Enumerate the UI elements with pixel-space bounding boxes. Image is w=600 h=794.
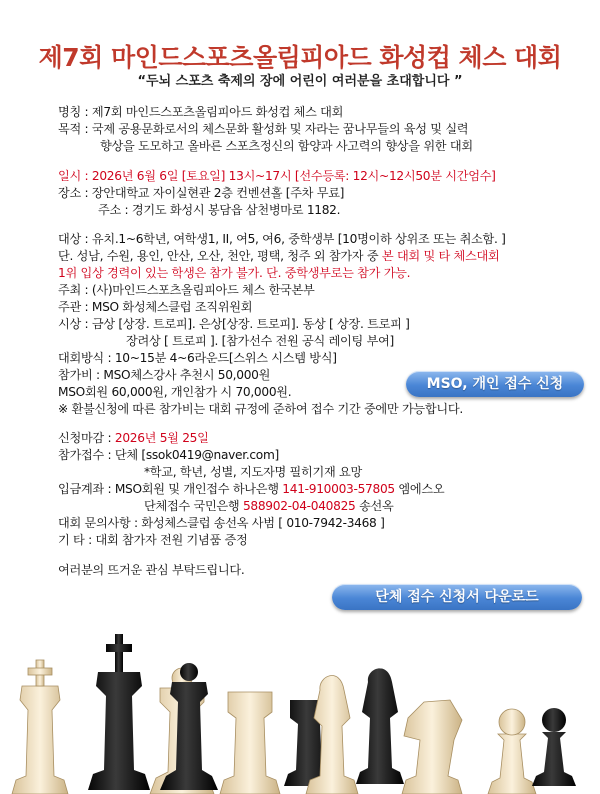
- account-number-hana: 141-910003-57805: [282, 482, 395, 497]
- account-number-kb: 588902-04-040825: [242, 499, 356, 514]
- black-bishop-icon: [356, 668, 404, 784]
- white-rook-icon: [220, 692, 280, 794]
- refund-note: ※ 환불신청에 따른 참가비는 대회 규정에 준하여 접수 기간 중에만 가능합니다.: [58, 401, 463, 416]
- eligibility-exclusion: 1위 입상 경력이 있는 학생은 참가 불가. 단. 중학생부로는 참가 가능.: [58, 266, 411, 281]
- white-pawn-icon: [488, 709, 536, 794]
- eligibility-restriction-highlight: 본 대회 및 타 체스대회: [381, 249, 500, 264]
- venue-line: 장소 : 장안대학교 자이실현관 2층 컨벤션홀 [주차 무료]: [58, 185, 345, 200]
- white-knight-icon: [402, 700, 462, 794]
- group-application-download-button[interactable]: 단체 접수 신청서 다운로드: [332, 584, 582, 610]
- poster-subtitle: “두뇌 스포츠 축제의 장에 어린이 여러분을 초대합니다 ”: [137, 74, 463, 89]
- address-line: 주소 : 경기도 화성시 봉담읍 삼천병마로 1182.: [98, 202, 341, 217]
- fee-line-members: MSO회원 60,000원, 개인참가 시 70,000원.: [58, 384, 292, 399]
- account-label: 입금계좌 : MSO회원 및 개인접수 하나은행: [58, 482, 283, 497]
- individual-registration-button[interactable]: MSO, 개인 접수 신청: [406, 371, 584, 397]
- deadline-label: 신청마감 :: [58, 431, 115, 446]
- date-line: 일시 : 2026년 6월 6일 [토요일] 13시~17시 [선수등록: 12시~12시50분 시간엄수]: [58, 168, 496, 183]
- awards-line: 시상 : 금상 [상장. 트로피]. 은상[상장. 트로피]. 동상 [ 상장. 트로피 ]: [58, 316, 410, 331]
- account-holder-kb: 송선옥: [355, 499, 394, 514]
- poster-title: 제7회 마인드스포츠올림피아드 화성컵 체스 대회: [38, 43, 562, 72]
- reception-line: 참가접수 : 단체 [ssok0419@naver.com]: [58, 448, 279, 463]
- fee-line: 참가비 : MSO체스강사 추천시 50,000원: [58, 367, 271, 382]
- black-king-icon: [88, 634, 150, 790]
- organizer-line: 주관 : MSO 화성체스클럽 조직위원회: [58, 300, 253, 315]
- event-details: [58, 104, 598, 579]
- black-pawn-icon: [532, 708, 576, 786]
- name-line: 명칭 : 제7회 마인드스포츠올림피아드 화성컵 체스 대회: [58, 105, 344, 119]
- deadline-value: 2026년 5월 25일: [114, 431, 209, 446]
- inquiry-line: 대회 문의사항 : 화성체스클럽 송선옥 사범 [ 010-7942-3468 ]: [58, 515, 385, 530]
- eligibility-restriction: [58, 248, 598, 265]
- account-holder-hana: 엠에스오: [394, 482, 445, 497]
- closing-line: 여러분의 뜨거운 관심 부탁드립니다.: [58, 562, 245, 577]
- awards-line-continued: 장려상 [ 트로피 ]. [참가선수 전원 공식 레이팅 부여]: [126, 333, 394, 348]
- account-label-group: 단체접수 국민은행: [144, 499, 243, 514]
- eligibility-restriction-text: 단. 성남, 수원, 용인, 안산, 오산, 천안, 평택, 청주 외 참가자 중: [58, 249, 382, 264]
- eligibility-line: 대상 : 유치.1~6학년, 여학생1, II, 여5, 여6, 중학생부 [10명이하 상위조 또는 취소함. ]: [58, 232, 506, 247]
- deadline-line: [58, 430, 598, 447]
- account-line-group: [58, 498, 598, 515]
- purpose-line: 목적 : 국제 공용문화로서의 체스문화 활성화 및 자라는 꿈나무들의 육성 및 실력: [58, 121, 469, 136]
- purpose-line-continued: 향상을 도모하고 올바른 스포츠정신의 함양과 사고력의 향상을 위한 대회: [100, 138, 473, 153]
- format-line: 대회방식 : 10~15분 4~6라운드[스위스 시스템 방식]: [58, 350, 337, 365]
- misc-line: 기 타 : 대회 참가자 전원 기념품 증정: [58, 532, 248, 547]
- chess-pieces-image: [0, 590, 600, 794]
- account-line: [58, 481, 598, 498]
- reception-note: *학교, 학년, 성별, 지도자명 필히기재 요망: [144, 465, 362, 480]
- host-line: 주최 : (사)마인드스포츠올림피아드 체스 한국본부: [58, 283, 315, 298]
- white-king-icon: [12, 660, 68, 794]
